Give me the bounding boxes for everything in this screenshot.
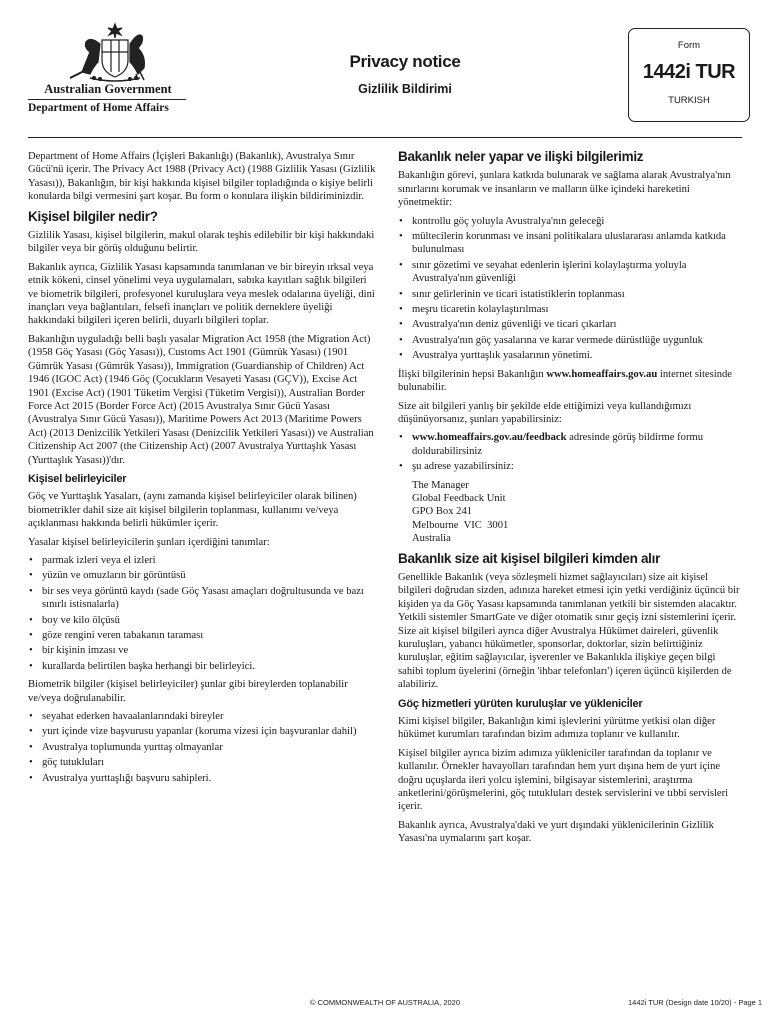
header-divider [28, 99, 186, 100]
department-name: Department of Home Affairs [28, 102, 169, 114]
paragraph: Bakanlık ayrıca, Gizlilik Yasası kapsamında tanımlanan ve bir bireyin ırksal veya etnik kökeni, cinsel yönelimi veya uygulamaları, sabıka kayıtları sağlık bilgileri ve biometrik bilgileri, profesyonel kuruluşlara veya meslek odalarına üyeliği, dini inançları veya bağlantıları, felsefi inançları ve politik derneklere üyeliği hakkındaki bilgileri içeren belirli, duyarlı bilgileri toplar. [28, 261, 375, 327]
list-item: • bir ses veya görüntü kaydı (sade Göç Yasası amaçları doğrultusunda ve bazı sınırlı istisnalarla) [28, 585, 376, 612]
heading-personal-identifiers: Kişisel belirleyiciler [28, 472, 127, 485]
paragraph: Gizlilik Yasası, kişisel bilgilerin, makul olarak teşhis edilebilir bir kişi hakkındaki bilgiler veya bir görüş olduğunu belirtir. [28, 230, 375, 255]
list-item: • mültecilerin korunması ve insani politikalara uluslararası anlamda katkıda bulunulması [398, 230, 742, 257]
page-info-footer: 1442i TUR (Design date 10/20) - Page 1 [628, 998, 763, 1007]
legislation-paragraph: Bakanlığın uyguladığı belli başlı yasalar Migration Act 1958 (the Migration Act) (1958 Göç Yasası (Göç Yasası)), Customs Act 1901 (Gümrük Yasası) (1901 Gümrük Yasası (Gümrük Yasası)), Immigration (Guardianship of Children) Act 1946 (IGOC Act) (1946 Göç (Çocukların Vesayeti Yasası (GÇV)), Excise Act 1901 (Excise Act) (1901 Tüketim Vergisi (Tüketim Vergisi)), Australian Border Force Act 2015 (Border Force Act) (2015 Avustralya Sınır Gücü Yasası (Avustralya Sınır Gücü Yasası)), Maritime Powers Act 2013 (Maritime Powers Act) (2013 Denizcilik Yetkileri Yasası (Denizcilik Yetkileri Yasası)) ve Australian Citizenship Act 2007 (the Citizenship Act) (2007 Avustralya Yurttaşlık Yasası (Yurttaşlık Yasası))'dır. [28, 333, 374, 466]
complaint-list [398, 431, 742, 473]
paragraph: Kimi kişisel bilgiler, Bakanlığın kimi işlevlerini yürütme yetkisi olan diğer hükümet kurumları tarafından bizim adımıza toplanır ve kullanılır. [398, 716, 716, 741]
heading-personal-information: Kişisel bilgiler nedir? [28, 208, 158, 224]
paragraph: Size ait bilgileri yanlış bir şekilde elde ettiğimizi veya kullandığımızı düşünüyorsanız, şunları yapabilirsiniz: [398, 400, 692, 425]
paragraph: Genellikle Bakanlık (veya sözleşmeli hizmet sağlayıcıları) size ait kişisel bilgileri doğrudan sizden, adınıza hareket etmesi için yetki verdiğiniz üçüncü bir kişiden ya da Göç Yasası kapsamında tanımlanan yetkili bir sistemden alacaktır. Yetkili sistemler SmartGate ve diğer otomatik sınır geçiş izni sistemlerini içerir. Size ait kişisel bilgileri ayrıca diğer Avustralya Hükümet daireleri, güvenlik kuruluşları, yabancı hükümetler, sponsorlar, doktorlar, sizin belirttiğiniz kuruluşlar, eğitim sağlayıcılar, işverenler ve Bakanlıkla ilişkiye geçen bilgi sahibi toplum üyelerini (örneğin 'ihbar telefonları') içeren üçüncü kişilerden de alabiliriz. [398, 571, 740, 691]
header-rule [28, 137, 742, 138]
paragraph: İlişki bilgilerinin hepsi Bakanlığın www.homeaffairs.gov.au internet sitesinde bulunabilir. [398, 368, 732, 394]
role-list [398, 215, 742, 363]
heading-what-department-does: Bakanlık neler yapar ve ilişki bilgilerimiz [398, 149, 644, 164]
form-number: 1442i TUR [642, 61, 736, 83]
heading-collection-sources: Bakanlık size ait kişisel bilgileri kimden alır [398, 550, 661, 566]
heading-service-providers: Göç hizmetleri yürüten kuruluşlar ve yüklenici̇ler [398, 697, 643, 710]
list-item: • sınır gelirlerinin ve ticari istatistiklerin toplanması [398, 288, 742, 301]
page-title: Privacy notice [349, 52, 461, 71]
list-item: • kurallarda belirtilen başka herhangi bir belirleyici. [28, 660, 376, 673]
address-line: Australia [412, 533, 451, 545]
list-item: • Avustralya yurttaşlığı başvuru sahipleri. [28, 772, 376, 785]
copyright-footer: © COMMONWEALTH OF AUSTRALIA, 2020 [310, 998, 460, 1007]
form-id-box [628, 28, 750, 122]
page-subtitle: Gizlilik Bildirimi [358, 82, 452, 96]
intro-paragraph: Department of Home Affairs (İçişleri Bakanlığı) (Bakanlık), Avustralya Sınır Gücü'nü içerir. The Privacy Act 1988 (Privacy Act) (1988 Gizlilik Yasası (Gizlilik Yasası)), Bakanlığın, bir kişi hakkında kişisel bilgiler topladığında o kişiye belirli konularda bilgi vermesini şart koşar. Bu form o konulara ilişkin bildiriminizdir. [28, 151, 376, 203]
address-line: Global Feedback Unit [412, 492, 506, 504]
list-item: • göze rengini veren tabakanın taraması [28, 629, 376, 642]
address-line: GPO Box 241 [412, 506, 473, 518]
list-item: • sınır gözetimi ve seyahat edenlerin işlerini kolaylaştırma yoluyla Avustralya'nın güvenliği [398, 259, 742, 286]
list-item: • şu adrese yazabilirsiniz: [398, 460, 742, 473]
list-item: • www.homeaffairs.gov.au/feedback adresinde görüş bildirme formu doldurabilirsiniz [398, 431, 742, 458]
list-item: • göç tutukluları [28, 756, 376, 769]
list-item: • kontrollu göç yoluyla Avustralya'nın geleceği [398, 215, 742, 228]
coat-of-arms-logo [60, 22, 170, 82]
paragraph: Yasalar kişisel belirleyicilerin şunları içerdiğini tanımlar: [28, 536, 270, 548]
paragraph: Kişisel bilgiler ayrıca bizim adımıza yükleniciler tarafından da toplanır ve kullanılır. Örnekler havayolları tarafından hem yurt dışına hem de yurt içine doğru uçuşlarda ileri yolcu işlemini, bilgisayar sistemlerini, araştırma anketlerini/görüşmelerini, göç tutukluları destek servislerini ve tıbbi servisleri içerir. [398, 747, 729, 813]
list-item: • Avustralya yurttaşlık yasalarının yönetimi. [398, 349, 742, 362]
list-item: • yurt içinde vize başvurusu yapanlar (koruma vizesi için başvuranlar dahil) [28, 725, 376, 738]
list-item: • meşru ticaretin kolaylaştırılması [398, 303, 742, 316]
list-item: • Avustralya toplumunda yurttaş olmayanlar [28, 741, 376, 754]
address-line: Melbourne VIC 3001 [412, 519, 509, 531]
website-link[interactable]: www.homeaffairs.gov.au [546, 368, 658, 380]
form-label: Form [677, 40, 701, 51]
government-name: Australian Government [44, 82, 172, 96]
paragraph: Göç ve Yurttaşlık Yasaları, (aynı zamanda kişisel belirleyiciler olarak bilinen) biometrikler dahil size ait kişisel bilgilerin toplanması, kullanımı ve/veya açıklanması hakkında belirli hükümler içerir. [28, 491, 357, 530]
identifier-list [28, 554, 376, 673]
biometric-list [28, 710, 376, 785]
postal-address [398, 479, 742, 546]
left-column [28, 150, 376, 790]
paragraph: Bakanlık ayrıca, Avustralya'daki ve yurt dışındaki yüklenicilerinin Gizlilik Yasası'na uymalarını şart koşar. [398, 819, 714, 845]
paragraph: Biometrik bilgiler (kişisel belirleyiciler) şunlar gibi bireylerden toplanabilir ve/veya doğrulanabilir. [28, 679, 348, 704]
address-line: The Manager [412, 479, 469, 491]
form-language: TURKISH [668, 95, 710, 106]
right-column [398, 150, 742, 851]
feedback-link[interactable]: www.homeaffairs.gov.au/feedback [412, 432, 567, 444]
list-item: • seyahat ederken havaalanlarındaki bireyler [28, 710, 376, 723]
list-item: • bir kişinin imzası ve [28, 644, 376, 657]
list-item: • boy ve kilo ölçüsü [28, 614, 376, 627]
list-item: • Avustralya'nın deniz güvenliği ve ticari çıkarları [398, 318, 742, 331]
paragraph: Bakanlığın görevi, şunlara katkıda bulunarak ve sağlama alarak Avustralya'nın sınırlarını korumak ve insanların ve malların ülke içindeki hareketini yönetmektir: [398, 170, 731, 209]
list-item: • Avustralya'nın göç yasalarına ve karar vermede dürüstlüğe uygunluk [398, 334, 742, 347]
list-item: • parmak izleri veya el izleri [28, 554, 376, 567]
list-item: • yüzün ve omuzların bir görüntüsü [28, 569, 376, 582]
